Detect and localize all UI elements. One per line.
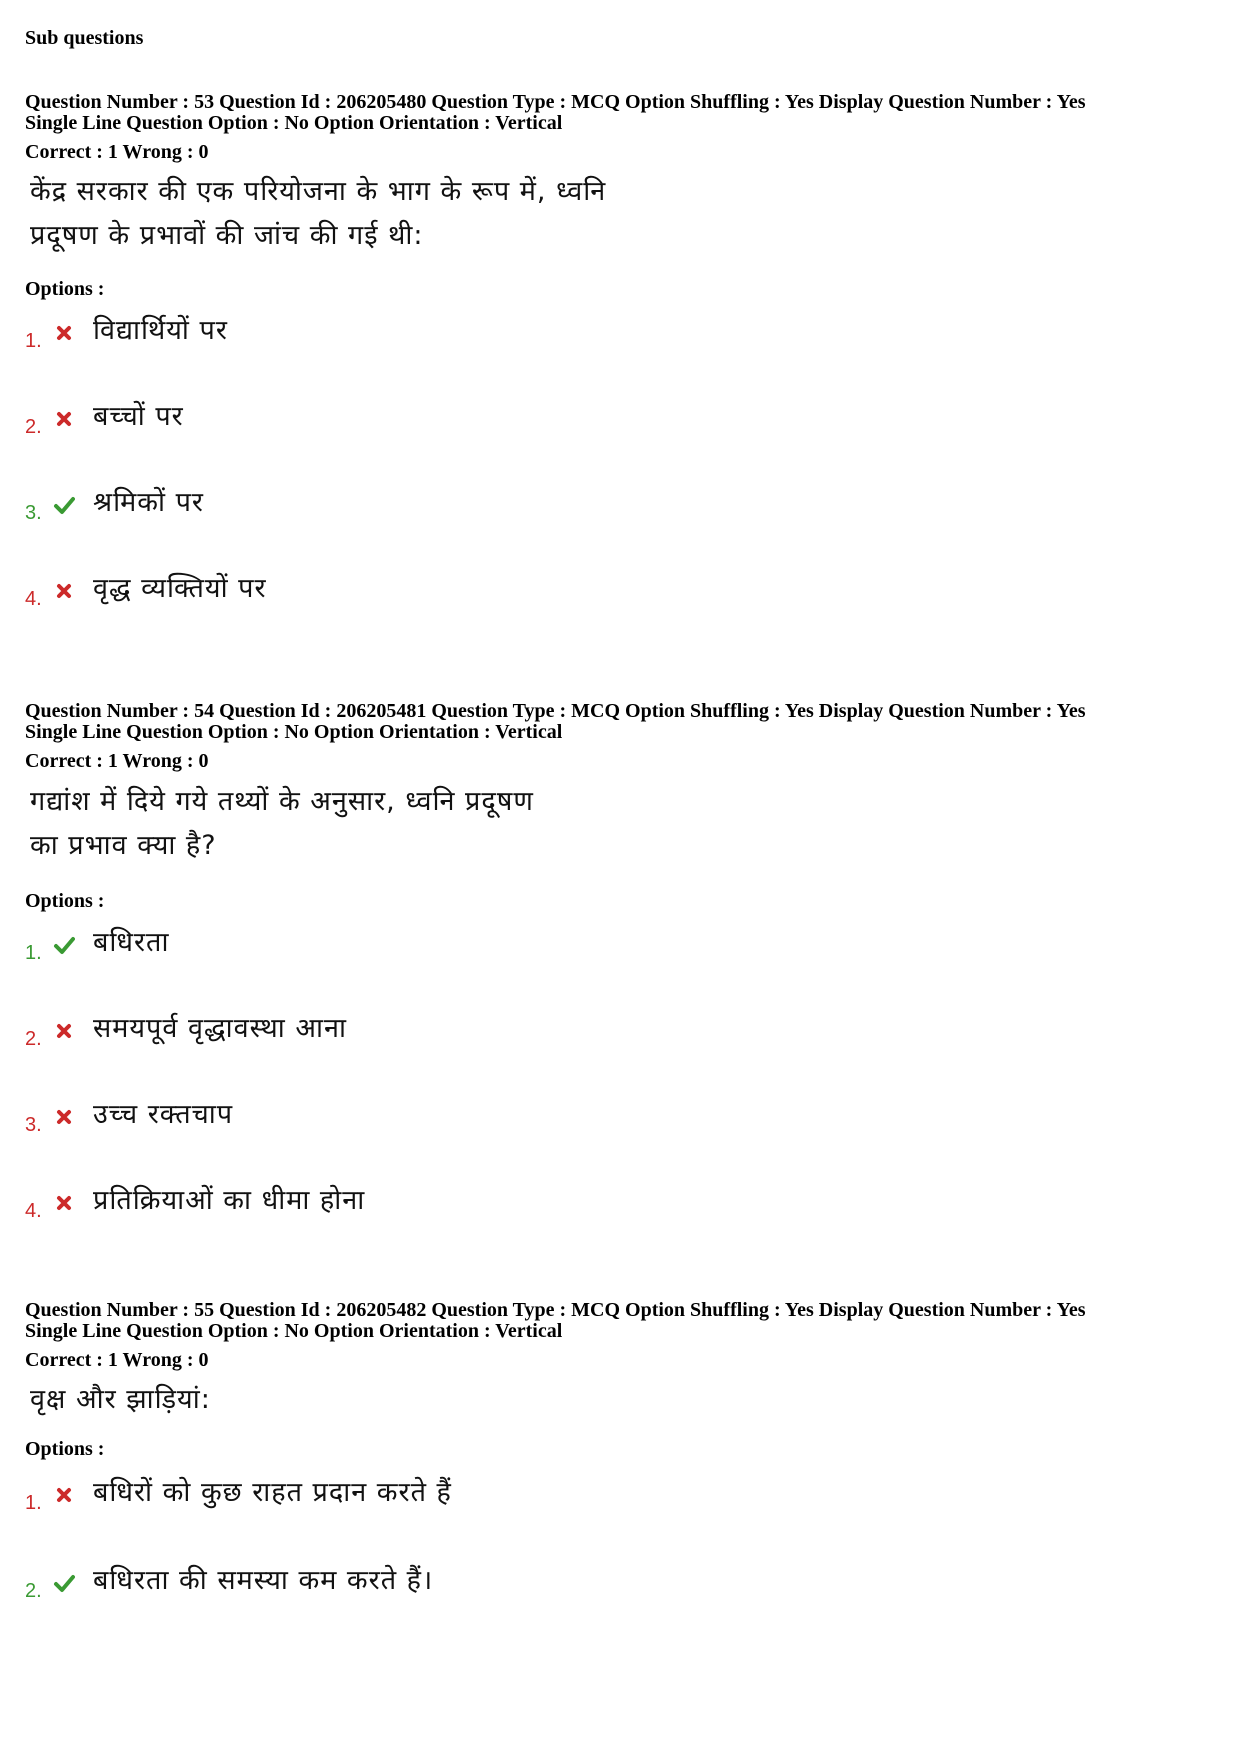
option-item [25,1094,825,1138]
option-number: 3. [25,502,42,524]
option-text: श्रमिकों पर [93,487,204,518]
cross-icon [53,1192,75,1214]
question-text-line: गद्यांश में दिये गये तथ्यों के अनुसार, ध्वनि प्रदूषण [30,786,534,817]
option-text: वृद्ध व्यक्तियों पर [93,573,267,604]
cross-icon [53,408,75,430]
question-text-line: का प्रभाव क्या है? [30,830,217,861]
option-text: बच्चों पर [93,401,184,432]
option-item [25,482,825,526]
option-number: 3. [25,1114,42,1136]
option-number: 1. [25,1492,42,1514]
question-meta-2: Single Line Question Option : No Option Orientation : Vertical [25,1320,563,1342]
question-text-line: प्रदूषण के प्रभावों की जांच की गई थी: [30,220,424,251]
option-text: बधिरों को कुछ राहत प्रदान करते हैं [93,1477,452,1508]
question-meta-2: Single Line Question Option : No Option Orientation : Vertical [25,112,563,134]
options-label: Options : [25,1438,105,1460]
option-number: 2. [25,1580,42,1602]
option-number: 4. [25,588,42,610]
option-text: प्रतिक्रियाओं का धीमा होना [93,1185,366,1216]
option-item [25,396,825,440]
cross-icon [53,1484,75,1506]
option-item [25,310,825,354]
section-header: Sub questions [25,27,144,49]
option-text: बधिरता की समस्या कम करते हैं। [93,1565,434,1596]
option-item [25,1472,825,1516]
question-score: Correct : 1 Wrong : 0 [25,1349,209,1371]
options-label: Options : [25,890,105,912]
cross-icon [53,322,75,344]
option-number: 1. [25,330,42,352]
option-text: बधिरता [93,927,170,958]
cross-icon [53,580,75,602]
option-number: 1. [25,942,42,964]
option-item [25,922,825,966]
cross-icon [53,1106,75,1128]
cross-icon [53,1020,75,1042]
option-text: उच्च रक्तचाप [93,1099,234,1130]
option-text: समयपूर्व वृद्धावस्था आना [93,1013,347,1044]
option-item [25,568,825,612]
question-meta: Question Number : 55 Question Id : 206205482 Question Type : MCQ Option Shuffling : Yes Display Question Number : Yes [25,1299,1086,1321]
question-score: Correct : 1 Wrong : 0 [25,141,209,163]
check-icon [53,1572,75,1594]
option-item [25,1180,825,1224]
options-label: Options : [25,278,105,300]
option-number: 2. [25,1028,42,1050]
check-icon [53,494,75,516]
option-item [25,1008,825,1052]
option-number: 4. [25,1200,42,1222]
question-score: Correct : 1 Wrong : 0 [25,750,209,772]
option-number: 2. [25,416,42,438]
question-meta-2: Single Line Question Option : No Option Orientation : Vertical [25,721,563,743]
question-meta: Question Number : 53 Question Id : 206205480 Question Type : MCQ Option Shuffling : Yes Display Question Number : Yes [25,91,1086,113]
check-icon [53,934,75,956]
question-text-line: केंद्र सरकार की एक परियोजना के भाग के रूप में, ध्वनि [30,176,607,207]
question-text-line: वृक्ष और झाड़ियां: [30,1384,211,1415]
question-meta: Question Number : 54 Question Id : 206205481 Question Type : MCQ Option Shuffling : Yes Display Question Number : Yes [25,700,1086,722]
option-text: विद्यार्थियों पर [93,315,228,346]
option-item [25,1560,825,1604]
